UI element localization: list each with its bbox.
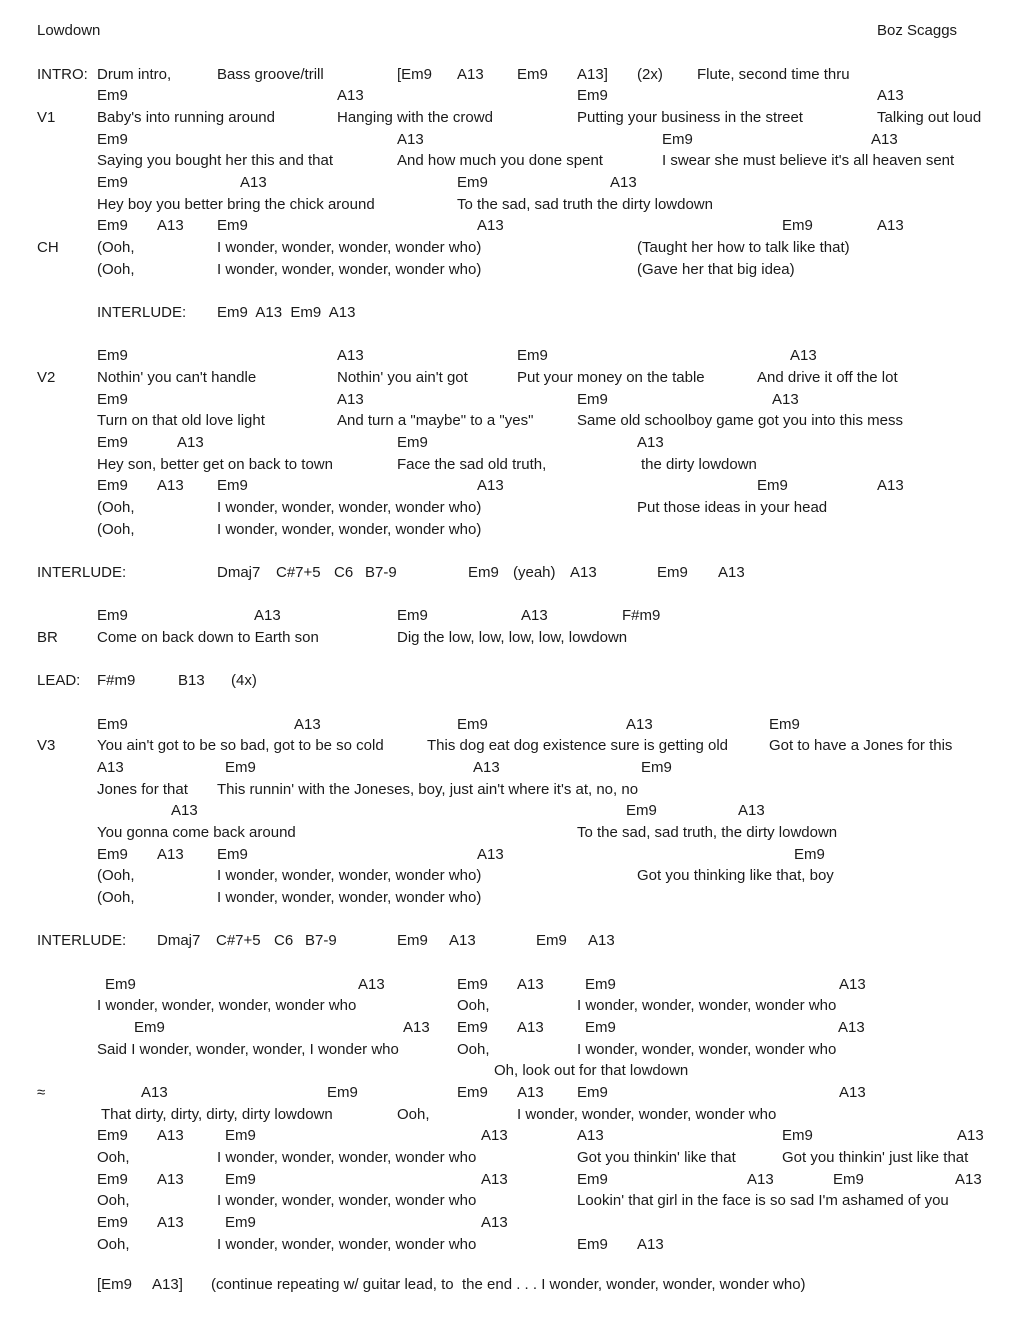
chord: Em9 [327,1084,358,1101]
chord: A13 [337,87,364,104]
lyric: Saying you bought her this and that [97,152,334,169]
chord-line [0,476,1020,496]
chord: A13 [473,759,500,776]
lyric: I wonder, wonder, wonder, wonder who [217,1192,477,1209]
section-label: INTRO: [37,66,88,83]
lyric: I wonder, wonder, wonder, wonder who [97,997,357,1014]
chord: C#7+5 [276,564,321,581]
lyric: I wonder, wonder, wonder, wonder who) [217,521,482,538]
chord: Em9 [577,1084,608,1101]
chord: Em9 [782,1127,813,1144]
chord: Em9 [626,802,657,819]
chord: Em9 [225,1214,256,1231]
chord: Em9 [97,87,128,104]
section-label: V3 [37,737,56,754]
chord-line [0,715,1020,735]
chord-line [0,801,1020,821]
chord: Em9 [757,477,788,494]
chord: A13 [718,564,745,581]
section-label: INTERLUDE: [37,564,127,581]
chord: A13 [738,802,765,819]
section-label: V1 [37,109,56,126]
lyric: Ooh, [97,1236,130,1253]
lyric: Nothin' you can't handle [97,369,257,386]
lyric: the dirty lowdown [641,456,757,473]
chord: A13 [570,564,597,581]
chord: F#m9 [622,607,661,624]
chord: Em9 [517,347,548,364]
chord: Em9 [97,716,128,733]
lyric: Hanging with the crowd [337,109,493,126]
chord: Em9 [97,217,128,234]
section-label: V2 [37,369,56,386]
lyric: To the sad, sad truth, the dirty lowdown [577,824,838,841]
lyric-line [0,108,1020,128]
chord: A13 [521,607,548,624]
lyric: (Ooh, [97,261,135,278]
lyric: I wonder, wonder, wonder, wonder who [217,1149,477,1166]
chord: A13 [588,932,615,949]
lyric: Hey son, better get on back to town [97,456,333,473]
ending-line [0,1275,1020,1295]
lyric: Nothin' you ain't got [337,369,468,386]
chord: F#m9 [97,672,136,689]
chord: A13 [337,347,364,364]
ending-note: (continue repeating w/ guitar lead, to the end . . . I wonder, wonder, wonder, wonder who) [211,1276,806,1293]
lyric: This dog eat dog existence sure is getting old [427,737,729,754]
intro-line [0,65,1020,85]
lyric-line [0,520,1020,540]
chord: C#7+5 [216,932,261,949]
lyric: (Gave her that big idea) [637,261,795,278]
lyric: Baby's into running around [97,109,275,126]
lyric-line [0,238,1020,258]
chord: Em9 [397,434,428,451]
chord: Em9 [577,87,608,104]
chord: Em9 [217,217,248,234]
lyric: That dirty, dirty, dirty, dirty lowdown [101,1106,333,1123]
chord: A13 [397,131,424,148]
lead-line [0,671,1020,691]
chord: Em9 [662,131,693,148]
chord: A13 [839,976,866,993]
lyric: I wonder, wonder, wonder, wonder who) [217,499,482,516]
chord: B7-9 [365,564,397,581]
lyric: You gonna come back around [97,824,296,841]
lyric-line [0,498,1020,518]
section-label: INTERLUDE: [37,932,127,949]
chord: A13 [157,1214,184,1231]
chord: A13 [477,217,504,234]
lyric-line [0,411,1020,431]
repeat-sign: ≈ [37,1084,46,1101]
chord: A13 [157,846,184,863]
chord: [Em9 [397,66,433,83]
chord: C6 [274,932,294,949]
lyric-line [0,1105,1020,1125]
chord: Em9 [217,477,248,494]
chord-line [0,975,1020,995]
lyric: (Ooh, [97,239,135,256]
lyric: I wonder, wonder, wonder, wonder who [217,1236,477,1253]
lyric: (Ooh, [97,889,135,906]
section-label: INTERLUDE: [97,304,187,321]
lyric-line [0,1061,1020,1081]
chord: Em9 [97,131,128,148]
chord: Em9 [97,174,128,191]
lyric: Lookin' that girl in the face is so sad I'm ashamed of you [577,1192,949,1209]
chord: A13 [481,1171,508,1188]
lyric: Ooh, [97,1192,130,1209]
chord: A13 [240,174,267,191]
lyric: Said I wonder, wonder, wonder, I wonder who [97,1041,399,1058]
lyric: (Ooh, [97,499,135,516]
lyric: Putting your business in the street [577,109,803,126]
lyric: Got to have a Jones for this [769,737,953,754]
chord: A13 [337,391,364,408]
lyric: I swear she must believe it's all heaven sent [662,152,955,169]
chord: Em9 [97,1171,128,1188]
chord: Em9 [225,1171,256,1188]
chord: A13 [449,932,476,949]
chord-line [0,173,1020,193]
lyric: I wonder, wonder, wonder, wonder who [577,1041,837,1058]
lyric: Ooh, [397,1106,430,1123]
section-label: CH [37,239,59,256]
chord: Em9 [769,716,800,733]
chord: A13] [577,66,608,83]
chord: Dmaj7 [157,932,201,949]
chord: Em9 [457,976,488,993]
chord: Em9 [97,477,128,494]
lyric-line [0,1235,1020,1255]
chord: A13 [477,477,504,494]
lyric-line [0,455,1020,475]
chord: A13 [877,87,904,104]
chord: A13 [254,607,281,624]
chord: A13 [839,1084,866,1101]
chord: A13 [517,1019,544,1036]
chord: Em9 [97,391,128,408]
lyric: Talking out loud [877,109,982,126]
lyric: Hey boy you better bring the chick around [97,196,375,213]
chord: Em9 [457,174,488,191]
chord: B13 [178,672,205,689]
lyric: Oh, look out for that lowdown [494,1062,689,1079]
chord: A13 [577,1127,604,1144]
chord-line [0,606,1020,626]
chord: Em9 [397,607,428,624]
chord: Em9 [585,976,616,993]
chord: A13 [637,434,664,451]
chord: Em9 [782,217,813,234]
lyric: (Ooh, [97,521,135,538]
chord-line [0,86,1020,106]
chord: Em9 [217,846,248,863]
chord: A13 [97,759,124,776]
intro-note: Flute, second time thru [697,66,850,83]
chord-line [0,1083,1020,1103]
lyric: Ooh, [457,1041,490,1058]
chord: A13 [171,802,198,819]
chord: A13 [626,716,653,733]
chord: A13 [477,846,504,863]
lyric-line [0,736,1020,756]
lyric: And drive it off the lot [757,369,898,386]
chord: A13 [403,1019,430,1036]
chord-line [0,130,1020,150]
chord: Em9 [397,932,428,949]
lyric-line [0,1191,1020,1211]
lyric: You ain't got to be so bad, got to be so cold [97,737,384,754]
chord: C6 [334,564,354,581]
chord: Em9 [225,759,256,776]
chord-line [0,433,1020,453]
chord-line [0,758,1020,778]
lyric: (Ooh, [97,867,135,884]
chord: Em9 [577,1236,608,1253]
interlude-line [0,303,1020,323]
lyric: I wonder, wonder, wonder, wonder who [577,997,837,1014]
chord: Em9 [97,434,128,451]
chord: A13 [772,391,799,408]
lyric: Ooh, [457,997,490,1014]
chord: A13 [141,1084,168,1101]
lyric: Got you thinking like that, boy [637,867,834,884]
lyric: I wonder, wonder, wonder, wonder who) [217,889,482,906]
lyric: Dig the low, low, low, low, lowdown [397,629,628,646]
chord: A13 [358,976,385,993]
chord: A13 [481,1214,508,1231]
interlude-line [0,563,1020,583]
song-artist: Boz Scaggs [877,22,958,39]
chord: Em9 [468,564,499,581]
chord: A13 [838,1019,865,1036]
chord: Em9 [97,347,128,364]
chord: Em9 [641,759,672,776]
lyric-line [0,996,1020,1016]
chord: A13 [747,1171,774,1188]
repeat-marker: (2x) [637,66,663,83]
lyric-line [0,1148,1020,1168]
lyric: Ooh, [97,1149,130,1166]
chord: Em9 [577,1171,608,1188]
song-title: Lowdown [37,22,101,39]
lyric-line [0,866,1020,886]
chord: A13 [517,1084,544,1101]
chord: A13 [637,1236,664,1253]
chord: Em9 [585,1019,616,1036]
lyric: Put those ideas in your head [637,499,828,516]
lyric: And how much you done spent [397,152,603,169]
lyric: Jones for that [97,781,188,798]
chord: A13 [177,434,204,451]
chord-line [0,845,1020,865]
chord: Em9 [97,1127,128,1144]
chord: A13 [877,477,904,494]
intro-text: Drum intro, [97,66,172,83]
lyric-line [0,823,1020,843]
chord: A13 [955,1171,982,1188]
lyric: And turn a "maybe" to a "yes" [337,412,534,429]
chord-sequence: Em9 A13 Em9 A13 [217,304,356,321]
section-label: LEAD: [37,672,81,689]
chord: Em9 [97,607,128,624]
chord: Em9 [134,1019,165,1036]
chord: A13 [157,477,184,494]
chord: Em9 [833,1171,864,1188]
chord: A13 [457,66,484,83]
lyric: To the sad, sad truth the dirty lowdown [457,196,713,213]
chord: Em9 [536,932,567,949]
lyric: Come on back down to Earth son [97,629,319,646]
lyric: (Taught her how to talk like that) [637,239,850,256]
chord: Em9 [794,846,825,863]
chord-line [0,346,1020,366]
chord: Em9 [457,1019,488,1036]
interlude-line [0,931,1020,951]
lyric-line [0,1040,1020,1060]
lyric: Got you thinkin' like that [577,1149,736,1166]
chord: A13 [610,174,637,191]
chord: A13 [157,217,184,234]
chord: A13 [871,131,898,148]
lyric-line [0,888,1020,908]
lyric-line [0,195,1020,215]
chord-line [0,1126,1020,1146]
chord: Em9 [577,391,608,408]
chord: Em9 [105,976,136,993]
chord-line [0,1213,1020,1233]
lyric: I wonder, wonder, wonder, wonder who) [217,261,482,278]
chord-sequence: [Em9 A13] [97,1276,183,1293]
chord: A13 [877,217,904,234]
chord: A13 [790,347,817,364]
lyric: Put your money on the table [517,369,705,386]
chord: (yeah) [513,564,556,581]
chord-line [0,390,1020,410]
lyric: Same old schoolboy game got you into this mess [577,412,904,429]
intro-text: Bass groove/trill [217,66,324,83]
lyric: This runnin' with the Joneses, boy, just ain't where it's at, no, no [217,781,639,798]
section-label: BR [37,629,58,646]
lyric-line [0,368,1020,388]
chord: Em9 [457,1084,488,1101]
chord: Em9 [457,716,488,733]
chord: A13 [481,1127,508,1144]
chord: Em9 [225,1127,256,1144]
chord: Em9 [517,66,548,83]
chord: A13 [957,1127,984,1144]
chord: B7-9 [305,932,337,949]
chord: Em9 [657,564,688,581]
chord: Em9 [97,1214,128,1231]
chord-line [0,1170,1020,1190]
chord: A13 [157,1171,184,1188]
lyric: I wonder, wonder, wonder, wonder who) [217,239,482,256]
lyric: I wonder, wonder, wonder, wonder who [517,1106,777,1123]
chord-line [0,216,1020,236]
chord: A13 [294,716,321,733]
lyric-line [0,628,1020,648]
chord: Em9 [97,846,128,863]
lyric: Face the sad old truth, [397,456,547,473]
lyric: Got you thinkin' just like that [782,1149,969,1166]
chord: A13 [517,976,544,993]
lyric-line [0,780,1020,800]
lyric: I wonder, wonder, wonder, wonder who) [217,867,482,884]
chord-line [0,1018,1020,1038]
chord: A13 [157,1127,184,1144]
lyric-line [0,151,1020,171]
lyric-line [0,260,1020,280]
lyric: Turn on that old love light [97,412,265,429]
chord: Dmaj7 [217,564,261,581]
repeat-marker: (4x) [231,672,257,689]
